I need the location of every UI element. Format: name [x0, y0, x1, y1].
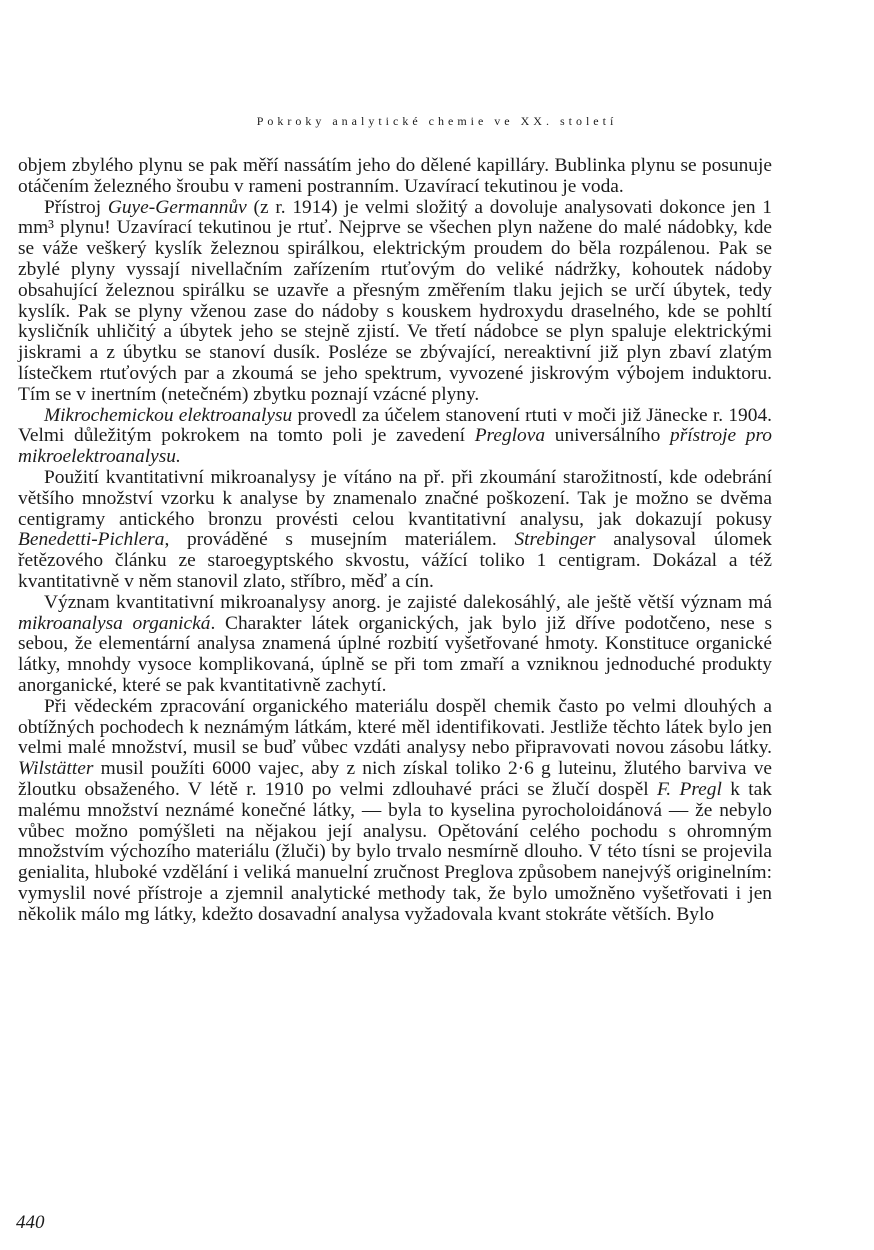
paragraph-1	[18, 156, 772, 198]
text-run: k tak malému množství neznámé konečné látky, — byla to kyselina pyrocholoidánová — že nebylo vůbec možno pomýšleti na nějakou její analysu. Opětování celého pochodu s ohromným množstvím výchozího materiálu (žluči) by bylo trvalo nesmírně dlouho. V této tísni se projevila genialita, hluboké vzdělání i veliká manuelní zručnost Preglova způsobem nanejvýš originelním: vymyslil nové přístroje a zjemnil analytické methody tak, že bylo umožněno vyšetřovati i jen několik málo mg látky, kdežto dosavadní analysa vyžadovala kvant stokráte větších. Bylo	[18, 778, 772, 925]
text-run: Při vědeckém zpracování organického materiálu dospěl chemik často po velmi dlouhých a obtížných pochodech k neznámým látkám, které měl identifikovati. Jestliže těchto látek bylo jen velmi malé množství, musil se buď vůbec vzdáti analysy nebo připravovati novou zásobu látky.	[18, 695, 772, 759]
text-run: Použití kvantitativní mikroanalysy je vítáno na př. při zkoumání starožitností, kde odebrání většího množství vzorku k analyse by znamenalo značné poškození. Tak je možno se dvěma centigramy antického bronzu provésti celou kvantitativní analysu, jak dokazují pokusy	[18, 466, 772, 530]
paragraph-3	[18, 406, 772, 468]
page-number: 440	[16, 1212, 45, 1233]
author-name: F. Pregl	[656, 778, 722, 800]
text-run: universálního	[545, 425, 670, 447]
emphasis-term: mikroanalysa organická	[18, 612, 211, 634]
paragraph-6	[18, 697, 772, 926]
author-name: Wilstätter	[18, 758, 94, 780]
text-run: analysoval úlomek řetězového článku ze staroegyptského skvostu, vážící toliko 1 centigram. Dokázal a též kvantitativně v něm stanovil zlato, stříbro, měď a cín.	[18, 529, 772, 592]
author-name: Preglova	[474, 425, 546, 447]
emphasis-term: přístroje pro mikroelektroanalysu.	[18, 425, 772, 468]
author-name: Benedetti-Pichlera	[18, 529, 165, 551]
running-head: Pokroky analytické chemie ve XX. století	[256, 114, 618, 128]
paragraph-2	[18, 198, 772, 406]
paragraph-4	[18, 468, 772, 593]
text-run: Význam kvantitativní mikroanalysy anorg. je zajisté dalekosáhlý, ale ještě větší význam má	[44, 591, 772, 613]
author-name: Guye-Germannův	[107, 196, 247, 218]
text-run: musil použíti 6000 vajec, aby z nich získal toliko 2·6 g luteinu, žlutého barviva ve žloutku obsaženého. V létě r. 1910 po velmi zdlouhavé práci se žlučí dospěl	[18, 758, 772, 800]
emphasis-term: Mikrochemickou elektroanalysu	[44, 404, 293, 426]
text-run: . Charakter látek organických, jak bylo již dříve podotčeno, nese s sebou, že elementární analysa znamená úplné rozbití vyšetřované hmoty. Konstituce organické látky, mnohdy vysoce komplikovaná, úplně se při tom zmaří a vzniknou jednoduché produkty anorganické, které se pak kvantitativně zachytí.	[18, 612, 772, 696]
body-text	[18, 156, 772, 925]
text-run: objem zbylého plynu se pak měří nassátím jeho do dělené kapilláry. Bublinka plynu se posunuje otáčením železného šroubu v rameni postranním. Uzavírací tekutinou je voda.	[18, 155, 772, 197]
text-run: provedl za účelem stanovení rtuti v moči již Jänecke r. 1904. Velmi důležitým pokrokem na tomto poli je zavedení	[18, 404, 772, 447]
text-run: (z r. 1914) je velmi složitý a dovoluje analysovati dokonce jen 1 mm³ plynu! Uzavírací tekutinou je rtuť. Nejprve se všechen plyn nažene do malé nádobky, kde se váže veškerý kyslík železnou spirálkou, elektrickým proudem do běla rozpálenou. Pak se zbylé plyny vyssají nivellačním zařízením rtuťovým do veliké nádržky, kohoutek nádoby obsahující železnou spirálku se uzavře a přesným změřením tlaku jejich se určí úbytek, tedy kyslík. Pak se plyny vženou zase do nádoby s kouskem hydroxydu draselného, kde se pohltí kysličník uhličitý a úbytek jeho se stejně zjistí. Ve třetí nádobce se plyn spaluje elektrickými jiskrami a z úbytku se stanoví dusík. Posléze se zbývající, nereaktivní již plyn zbaví zlatým lístečkem rtuťových par a zkoumá se jeho spektrum, vyvozené jiskrovým výbojem induktoru. Tím se v inertním (netečném) zbytku poznají vzácné plyny.	[18, 196, 772, 405]
text-run: Přístroj	[44, 196, 108, 218]
paragraph-5	[18, 593, 772, 697]
text-run: , prováděné s musejním materiálem.	[164, 529, 515, 551]
author-name: Strebinger	[514, 529, 596, 551]
